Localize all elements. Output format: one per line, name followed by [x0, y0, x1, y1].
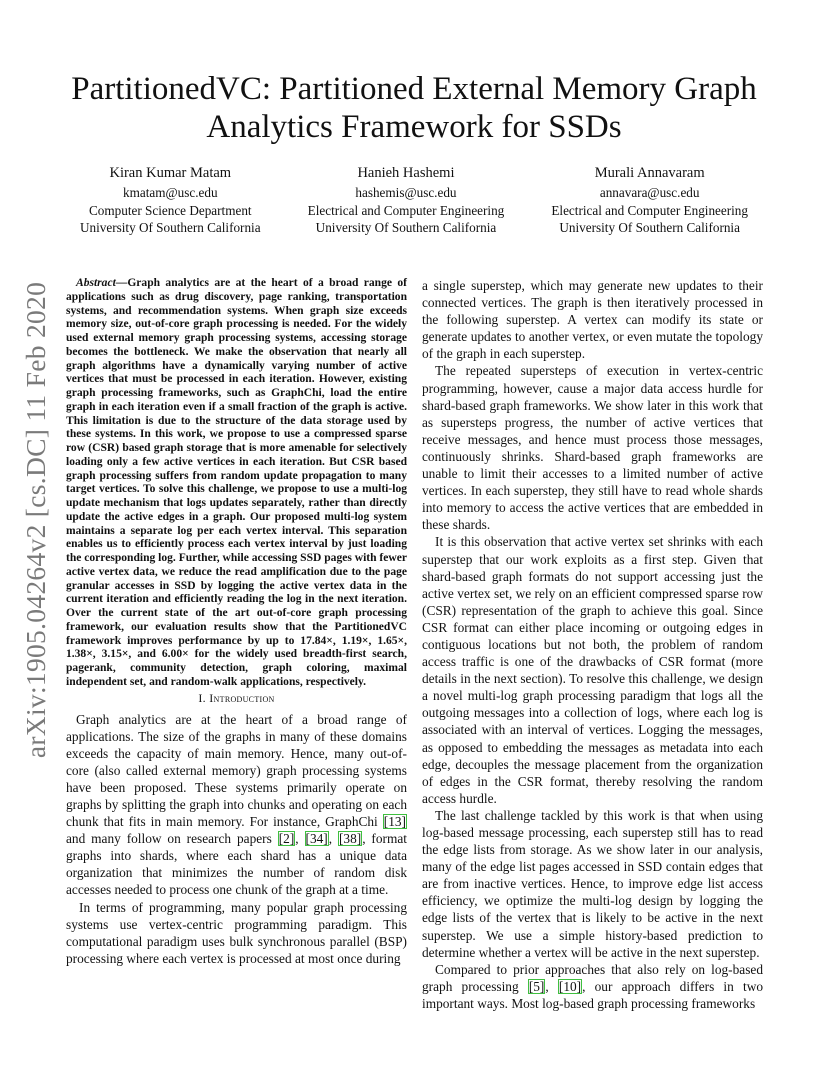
author-email[interactable]: annavara@usc.edu: [599, 185, 700, 200]
author-name: Murali Annavaram: [594, 165, 705, 181]
citation-link[interactable]: [10]: [558, 978, 582, 994]
author-block: [80, 164, 748, 237]
citation-link[interactable]: [5]: [528, 978, 545, 994]
author-affiliation: University Of Southern California: [80, 220, 261, 235]
paragraph-text: , format graphs into shards, where each shard has a unique data organization that minimizes the number of random disk accesses needed to process one chunk of the graph at a time.: [66, 831, 407, 898]
intro-paragraph-2-continued: a single superstep, which may generate new updates to their connected vertices. The graph is then iteratively processed in the following superstep. A vertex can modify its state or generate updates to another vertex, or even mutate the topology of the graph in each superstep.: [422, 278, 763, 362]
author-department: Electrical and Computer Engineering: [307, 202, 505, 218]
author-department: Electrical and Computer Engineering: [551, 202, 748, 218]
citation-link[interactable]: [2]: [278, 831, 295, 847]
author-department: Computer Science Department: [88, 202, 252, 218]
paper-title: [40, 70, 788, 146]
abstract-text: —Graph analytics are at the heart of a broad range of applications such as drug discovery, page ranking, transportation systems, and recommendation systems. When graph size exceeds memory size, out-of-core graph processing is needed. For the widely used external memory graph processing systems, accessing storage becomes the bottleneck. We make the observation that nearly all graph algorithms have a dynamically varying number of active vertices that must be processed in each iteration. However, existing graph processing frameworks, such as GraphChi, load the entire graph in each iteration even if a small fraction of the graph is active. This limitation is due to the structure of the data storage used by these systems. In this work, we propose to use a compressed sparse row (CSR) based graph storage that is more amenable for selectively loading only a few active vertices in each iteration. But CSR based graph processing suffers from random update propagation to many target vertices. To solve this challenge, we propose to use a multi-log update mechanism that logs updates separately, rather than directly update the active edges in a graph. Our proposed multi-log system maintains a separate log per each vertex interval. This separation enables us to efficiently process each vertex interval by just loading the corresponding log. Further, while accessing SSD pages with fewer active vertex data, we reduce the read amplification due to the page granular accesses in SSD by logging the active vertex data in the current iteration and efficiently reading the log in the next iteration. Over the current state of the art out-of-core graph processing framework, our evaluation results show that the PartitionedVC framework improves performance by up to 17.84×, 1.19×, 1.65×, 1.38×, 3.15×, and 6.00× for the widely used breadth-first search, pagerank, community detection, graph coloring, maximal independent set, and random-walk applications, respectively.: [66, 277, 407, 688]
author-name: Kiran Kumar Matam: [109, 165, 232, 181]
intro-paragraph-4: It is this observation that active vertex set shrinks with each superstep that our work exploits as a first step. Given that shard-based graph formats do not support accessing just the active vertex set, we rely on an efficient compressed sparse row (CSR) representation of the graph to achieve this goal. Since CSR format can either place incoming or outgoing edges in contiguous locations but not both, the problem of random access traffic is one of the drawbacks of CSR format (more details in the next section). To resolve this challenge, we design a novel multi-log graph processing paradigm that logs all the outgoing messages into a collection of logs, where each log is associated with an interval of vertices. Logging the messages, as opposed to embedding the messages as metadata into each edge, decouples the message placement from the organization of edges in the CSR format, thereby resolving the random access hurdle.: [422, 534, 763, 806]
paragraph-text: and many follow on research papers: [66, 831, 278, 847]
arxiv-stamp-text: arXiv:1905.04264v2 [cs.DC] 11 Feb 2020: [20, 281, 51, 759]
intro-paragraph-1: [66, 711, 407, 899]
citation-link[interactable]: [13]: [383, 814, 406, 830]
citation-separator: ,: [545, 978, 558, 994]
paragraph-text: Compared to prior approaches that also rely on log-based graph processing: [422, 961, 763, 994]
author-affiliation: University Of Southern California: [559, 220, 740, 235]
section-heading-introduction: I. Introduction: [198, 690, 275, 705]
intro-paragraph-6: [422, 961, 763, 1012]
intro-paragraph-5: The last challenge tackled by this work is that when using log-based message processing, each superstep still has to read the edge lists from storage. As we show later in our analysis, many of the edge list pages accessed in SSD contain edges that are from inactive vertices. Hence, to improve edge list access efficiency, we optimize the multi-log design by logging the edge lists of the vertex that is likely to be active in the next superstep. We use a simple history-based prediction to determine whether a vertex will be active in the next superstep.: [422, 807, 763, 960]
title-line-2: Analytics Framework for SSDs: [206, 109, 622, 145]
abstract-label: Abstract: [76, 277, 116, 289]
intro-paragraph-2: In terms of programming, many popular graph processing systems use vertex-centric programming paradigm. This computational paradigm uses bulk synchronous parallel (BSP) processing where each vertex is processed at most once during: [66, 899, 407, 966]
author-email[interactable]: hashemis@usc.edu: [355, 185, 457, 200]
citation-link[interactable]: [38]: [338, 831, 362, 847]
paragraph-text: , our approach differs in two important ways. Most log-based graph processing frameworks: [422, 978, 764, 1011]
left-column: [66, 277, 407, 967]
right-column: [422, 277, 763, 1012]
intro-paragraph-3: The repeated supersteps of execution in vertex-centric programming, however, cause a major data access hurdle for shard-based graph frameworks. We show later in this work that as supersteps progress, the number of active vertices that receive messages, and hence must process those messages, continuously shrinks. Shard-based graph frameworks are unable to limit their accesses to a limited number of active vertices. In each superstep, they still have to read whole shards into memory to access the active vertices that are embedded in these shards.: [422, 363, 763, 533]
author-2: [308, 164, 505, 237]
title-line-1: PartitionedVC: Partitioned External Memory Graph: [71, 71, 757, 107]
author-email[interactable]: kmatam@usc.edu: [123, 185, 218, 200]
citation-separator: ,: [328, 831, 338, 847]
arxiv-identifier-stamp: [14, 281, 58, 759]
abstract: [66, 277, 407, 690]
paragraph-text: Graph analytics are at the heart of a broad range of applications. The size of the graphs in many of these domains exceeds the capacity of main memory. Hence, many out-of-core (also called external memory) graph processing systems have been proposed. These systems primarily operate on graphs by splitting the graph into chunks and operating on each chunk that fits in main memory. For instance, GraphChi: [66, 711, 407, 830]
author-1: [80, 164, 261, 237]
author-3: [551, 164, 748, 237]
author-affiliation: University Of Southern California: [315, 220, 497, 235]
author-name: Hanieh Hashemi: [357, 165, 455, 181]
citation-separator: ,: [295, 831, 305, 847]
citation-link[interactable]: [34]: [305, 831, 328, 847]
